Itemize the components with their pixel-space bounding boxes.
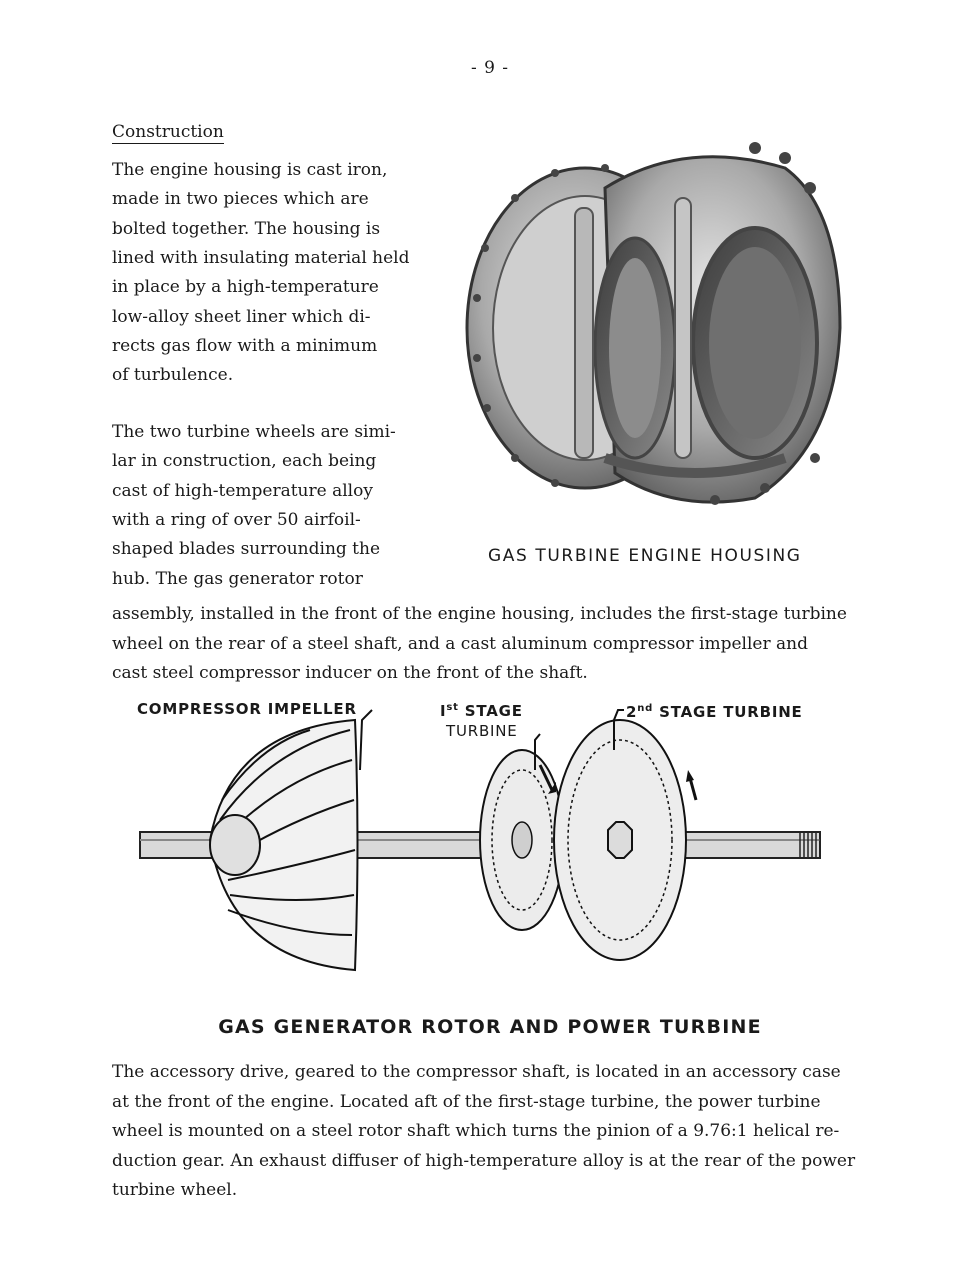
text-line: made in two pieces which are	[112, 189, 369, 210]
rotor-caption: GAS GENERATOR ROTOR AND POWER TURBINE	[218, 1016, 762, 1038]
text-line: shaped blades surrounding the	[112, 539, 381, 560]
text-line: The two turbine wheels are simi-	[112, 422, 396, 442]
page-number: - 9 -	[470, 58, 510, 78]
text-line: turbine wheel.	[112, 1180, 238, 1201]
text-line: lar in construction, each being	[112, 451, 377, 472]
text-line: The engine housing is cast iron,	[112, 160, 388, 180]
label-first-stage-word1: STAGE	[464, 702, 523, 720]
text-line: with a ring of over 50 airfoil-	[112, 509, 361, 530]
text-line: in place by a high-temperature	[112, 277, 379, 298]
engine-housing-photo	[455, 128, 845, 508]
text-line: bolted together. The housing is	[112, 218, 381, 239]
label-second-stage-prefix: 2	[626, 703, 638, 721]
text-line: assembly, installed in the front of the engine housing, includes the first-stage turbine	[112, 604, 847, 624]
label-second-stage	[626, 703, 803, 721]
text-line: rects gas flow with a minimum	[112, 335, 378, 356]
text-line: wheel on the rear of a steel shaft, and a cast aluminum compressor impeller and	[112, 633, 808, 654]
housing-caption: GAS TURBINE ENGINE HOUSING	[488, 546, 802, 566]
label-first-stage-prefix: I	[440, 702, 447, 720]
label-second-stage-sup: nd	[637, 703, 654, 714]
text-line: lined with insulating material held	[112, 247, 410, 268]
text-line: wheel is mounted on a steel rotor shaft which turns the pinion of a 9.76:1 helical re-	[112, 1121, 840, 1142]
label-first-stage-turbine: TURBINE	[446, 722, 518, 740]
section-heading: Construction	[112, 122, 224, 142]
text-line: at the front of the engine. Located aft of the first-stage turbine, the power turbine	[112, 1091, 821, 1112]
label-compressor-impeller: COMPRESSOR IMPELLER	[137, 700, 357, 718]
text-line: of turbulence.	[112, 365, 234, 386]
text-line: cast steel compressor inducer on the front of the shaft.	[112, 663, 588, 683]
text-line: The accessory drive, geared to the compressor shaft, is located in an accessory case	[112, 1062, 841, 1082]
label-second-stage-rest: STAGE TURBINE	[659, 703, 803, 721]
text-line: hub. The gas generator rotor	[112, 568, 363, 589]
text-line: low-alloy sheet liner which di-	[112, 306, 371, 327]
label-first-stage-sup: st	[446, 702, 459, 713]
label-first-stage	[440, 702, 523, 720]
text-line: duction gear. An exhaust diffuser of high-temperature alloy is at the rear of the power	[112, 1150, 856, 1171]
text-line: cast of high-temperature alloy	[112, 480, 373, 501]
